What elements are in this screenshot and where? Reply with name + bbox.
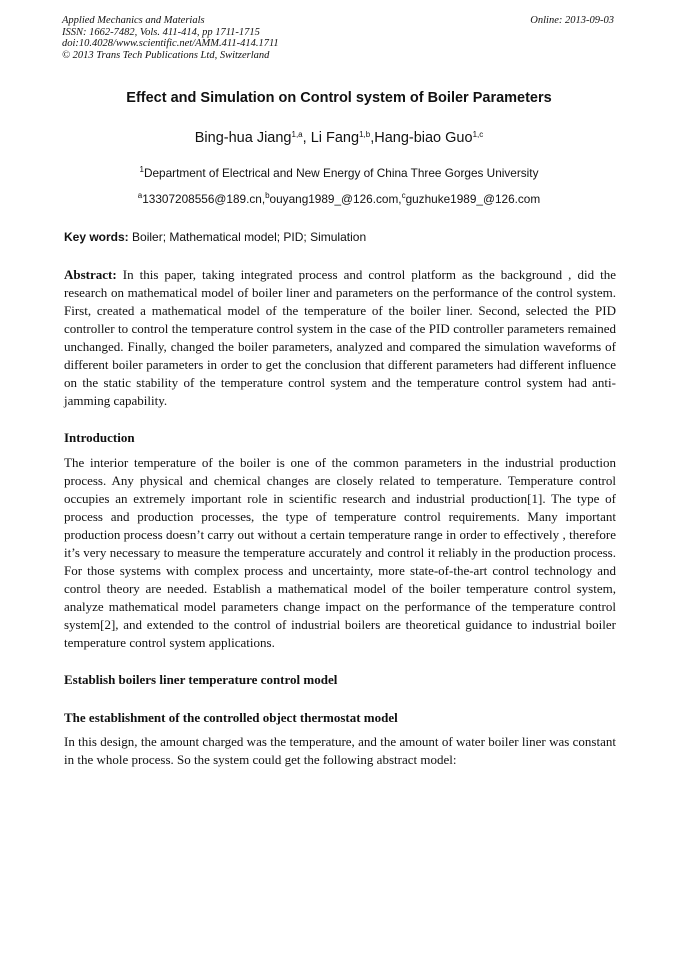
author-separator: , (370, 130, 375, 146)
email-address: guzhuke1989_@126.com (405, 192, 541, 206)
section-heading-model: Establish boilers liner temperature control model (64, 672, 338, 687)
author-list (0, 130, 678, 146)
email-address: ouyang1989_@126.com, (269, 192, 402, 206)
journal-name: Applied Mechanics and Materials (62, 15, 205, 26)
author-name: Hang-biao Guo (374, 130, 473, 146)
email-list (0, 192, 678, 206)
email-superscript: a (137, 191, 143, 200)
email-superscript: c (401, 191, 406, 200)
email-address: 13307208556@189.cn, (142, 192, 266, 206)
issn-line: ISSN: 1662-7482, Vols. 411-414, pp 1711-1715 (62, 26, 260, 38)
author-name: Bing-hua Jiang (194, 130, 292, 146)
subsection-heading-thermostat: The establishment of the controlled object thermostat model (64, 710, 398, 725)
online-date: Online: 2013-09-03 (530, 15, 614, 26)
abstract-text: In this paper, taking integrated process and control platform as the background , did the research on mathematical model of boiler liner and parameters on the performance of the control system. First, created a mathematical model of the temperature of the boiler liner. Second, selected the PID controller to control the temperature control system in the case of the PID controller parameters remained unchanged. Finally, changed the boiler parameters, analyzed and compared the simulation waveforms of different boiler parameters in order to get the conclusion that different parameters had different influence on the static stability of the temperature control system and the temperature control system had anti-jamming capability. (64, 267, 616, 408)
affiliation-superscript: 1 (139, 165, 144, 174)
affiliation-text: Department of Electrical and New Energy of China Three Gorges University (143, 166, 539, 180)
author-superscript: 1,b (359, 130, 371, 139)
thermostat-paragraph: In this design, the amount charged was the temperature, and the amount of water boiler liner was constant in the whole process. So the system could get the following abstract model: (64, 734, 616, 767)
paper-title: Effect and Simulation on Control system of Boiler Parameters (126, 90, 552, 106)
affiliation (0, 166, 678, 180)
abstract-label: Abstract: (64, 267, 117, 282)
introduction-paragraph: The interior temperature of the boiler is one of the common parameters in the industrial production process. Any physical and chemical changes are closely related to temperature. Temperature control occupies an extremely important role in scientific research and industrial production[1]. The type of process and production processes, the type of temperature control requirements. Many important production process doesn’t carry out without a certain temperature range in order to effectively , therefore it’s very necessary to measure the temperature accurately and control it reliably in the production process. For those systems with complex process and uncertainty, more state-of-the-art control technology and control theory are needed. Establish a mathematical model of the boiler temperature control system, analyze mathematical model parameters change impact on the performance of the temperature control system[2], and extended to the control of industrial boilers are theoretical guidance to industrial boiler temperature control system applications. (64, 455, 616, 650)
copyright-line: © 2013 Trans Tech Publications Ltd, Switzerland (62, 49, 270, 61)
doi-line: doi:10.4028/www.scientific.net/AMM.411-414.1711 (62, 38, 279, 49)
author-name: Li Fang (310, 130, 360, 146)
keywords (64, 230, 616, 244)
email-superscript: b (265, 191, 270, 200)
keywords-label: Key words: (64, 230, 129, 244)
author-superscript: 1,a (291, 130, 303, 139)
keywords-text: Boiler; Mathematical model; PID; Simulation (128, 230, 367, 244)
author-superscript: 1,c (472, 130, 484, 139)
abstract-paragraph (64, 266, 616, 410)
journal-header (62, 15, 618, 61)
introduction-heading: Introduction (64, 430, 135, 445)
author-separator: , (302, 130, 311, 146)
